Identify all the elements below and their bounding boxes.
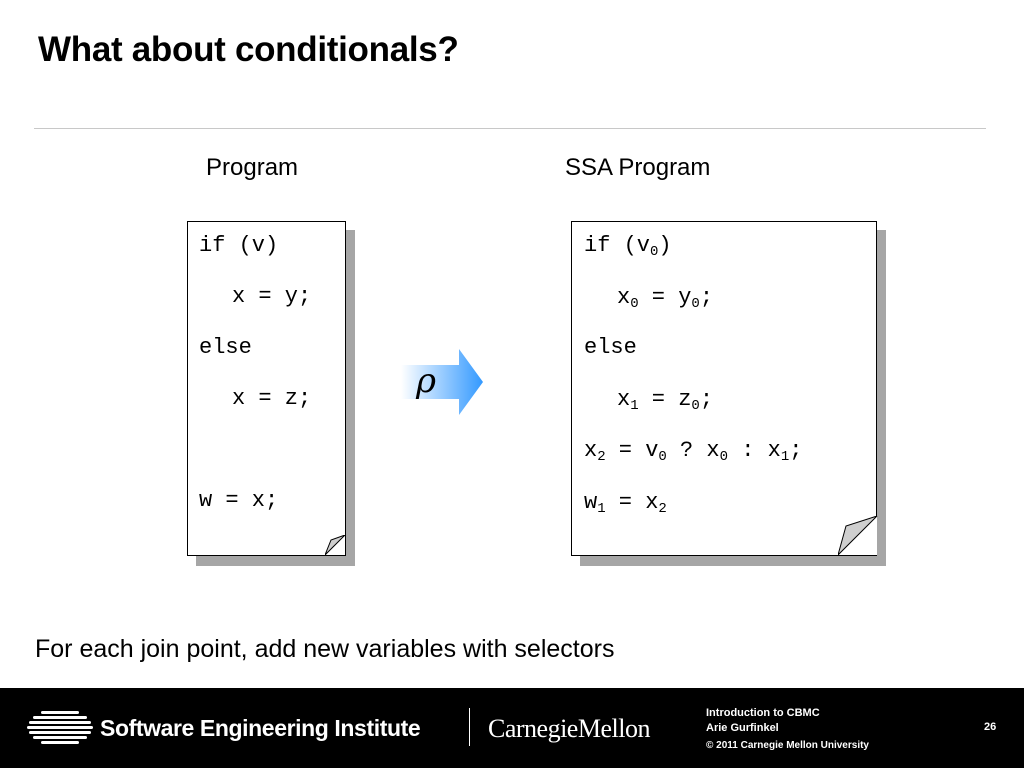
slide-caption: For each join point, add new variables with selectors <box>35 635 615 663</box>
page-number: 26 <box>984 721 997 733</box>
footer-bar <box>0 688 1024 768</box>
ssa-line-5: $x_2 = v_0$ ? $x_0$ : $x_1$; <box>584 438 803 465</box>
rho-symbol: ρ <box>416 361 436 401</box>
transform-arrow-icon <box>401 349 483 415</box>
copyright-text: © 2011 Carnegie Mellon University <box>706 740 869 751</box>
program-line-4: x = z; <box>232 386 312 411</box>
slide-title: What about conditionals? <box>38 30 459 69</box>
sei-globe-logo-icon <box>27 710 93 748</box>
ssa-line-6: $w_1 = x_2$ <box>584 490 667 517</box>
sei-name: Software Engineering Institute <box>100 715 421 741</box>
ssa-line-3: else <box>584 335 637 360</box>
course-title: Introduction to CBMC <box>706 707 820 719</box>
ssa-line-2: $x_0 = y_0$; <box>617 285 714 312</box>
program-line-5: w = x; <box>199 488 279 513</box>
ssa-program-label: SSA Program <box>565 154 711 181</box>
ssa-line-4: $x_1 = z_0$; <box>617 387 714 414</box>
program-line-2: x = y; <box>232 284 312 309</box>
footer-divider <box>469 708 470 746</box>
author-name: Arie Gurfinkel <box>706 722 779 734</box>
program-doc-fold <box>325 535 347 557</box>
program-line-3: else <box>199 335 252 360</box>
title-divider <box>34 128 986 129</box>
ssa-line-1: if $(v_0)$ <box>584 233 672 260</box>
program-line-1: if (v) <box>199 233 279 258</box>
program-label: Program <box>206 154 299 181</box>
ssa-doc-fold <box>838 516 878 556</box>
carnegie-mellon-logo: CarnegieMellon <box>488 714 650 743</box>
